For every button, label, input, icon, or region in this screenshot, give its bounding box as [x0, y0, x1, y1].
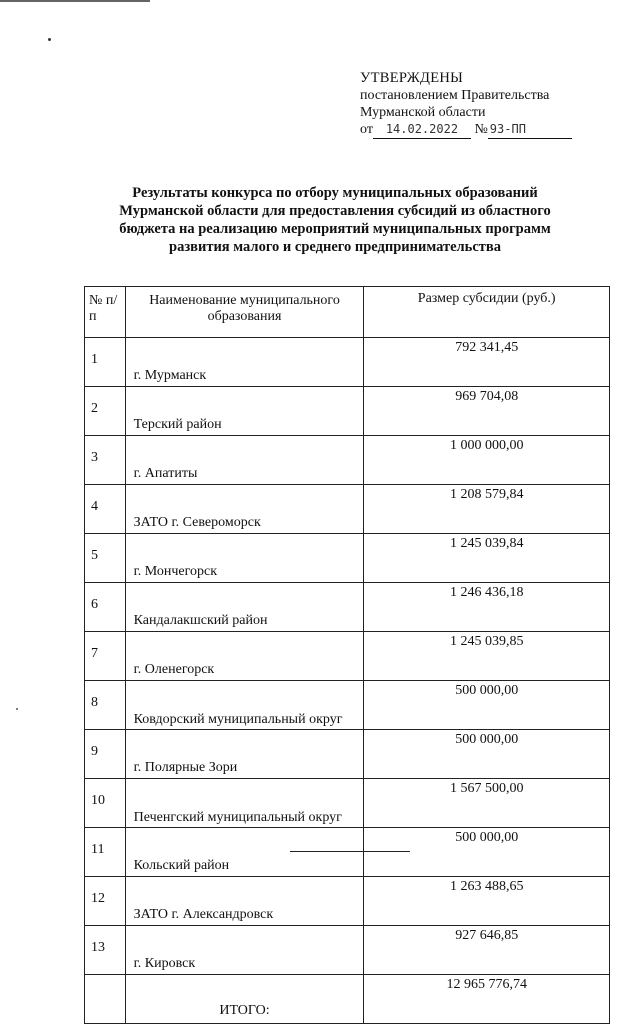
table-row: [85, 436, 610, 485]
row-num: 3: [85, 436, 126, 485]
table-header-row: [85, 287, 610, 338]
table-row: [85, 485, 610, 534]
row-num: 12: [85, 877, 126, 926]
header-name: Наименование муниципального образования: [125, 287, 364, 338]
header-num: № п/п: [85, 287, 126, 338]
row-value: 1 208 579,84: [364, 485, 610, 534]
row-value: 1 567 500,00: [364, 779, 610, 828]
total-num-cell: [85, 975, 126, 1024]
table-row: [85, 926, 610, 975]
row-num: 1: [85, 338, 126, 387]
heading-line: развития малого и среднего предпринимательства: [169, 239, 501, 255]
closing-rule: [290, 851, 410, 852]
table-row: [85, 387, 610, 436]
total-value: 12 965 776,74: [364, 975, 610, 1024]
header-value: Размер субсидии (руб.): [364, 287, 610, 338]
row-num: 7: [85, 632, 126, 681]
row-num: 2: [85, 387, 126, 436]
table-row: [85, 681, 610, 730]
approval-date: 14.02.2022: [373, 121, 471, 139]
heading-line: Мурманской области для предоставления субсидий из областного: [119, 203, 551, 219]
row-name: г. Кировск: [125, 926, 364, 975]
row-name: г. Мончегорск: [125, 534, 364, 583]
table-row: [85, 534, 610, 583]
total-label: ИТОГО:: [125, 975, 364, 1024]
row-value: 1 245 039,85: [364, 632, 610, 681]
table-row: [85, 632, 610, 681]
document-heading: [100, 184, 570, 256]
row-name: г. Полярные Зори: [125, 730, 364, 779]
approval-date-line: [360, 121, 572, 139]
heading-line: бюджета на реализацию мероприятий муниципальных программ: [119, 221, 551, 237]
table-row: [85, 730, 610, 779]
total-row: [85, 975, 610, 1024]
subsidy-table: [84, 286, 610, 1024]
row-num: 11: [85, 828, 126, 877]
row-value: 1 263 488,65: [364, 877, 610, 926]
heading-line: Результаты конкурса по отбору муниципальных образований: [132, 185, 538, 201]
row-num: 9: [85, 730, 126, 779]
row-num: 5: [85, 534, 126, 583]
row-num: 13: [85, 926, 126, 975]
row-value: 1 246 436,18: [364, 583, 610, 632]
row-num: 8: [85, 681, 126, 730]
table-row: [85, 828, 610, 877]
row-name: Ковдорский муниципальный округ: [125, 681, 364, 730]
row-value: 500 000,00: [364, 681, 610, 730]
scan-speck: [48, 38, 51, 41]
row-value: 500 000,00: [364, 828, 610, 877]
row-name: Кандалакшский район: [125, 583, 364, 632]
row-value: 792 341,45: [364, 338, 610, 387]
number-prefix: №: [474, 122, 488, 137]
row-num: 10: [85, 779, 126, 828]
row-name: г. Апатиты: [125, 436, 364, 485]
row-name: Печенгский муниципальный округ: [125, 779, 364, 828]
approval-title: УТВЕРЖДЕНЫ: [360, 70, 464, 86]
approval-line: Мурманской области: [360, 105, 486, 120]
row-name: ЗАТО г. Александровск: [125, 877, 364, 926]
row-name: г. Оленегорск: [125, 632, 364, 681]
row-value: 927 646,85: [364, 926, 610, 975]
row-name: Терский район: [125, 387, 364, 436]
approval-line: постановлением Правительства: [360, 88, 550, 103]
table-body: [85, 338, 610, 975]
date-prefix: от: [360, 122, 373, 137]
scan-speck: [16, 708, 18, 710]
row-name: г. Мурманск: [125, 338, 364, 387]
row-value: 1 000 000,00: [364, 436, 610, 485]
approval-number: 93-ПП: [488, 121, 572, 139]
row-num: 6: [85, 583, 126, 632]
row-name: ЗАТО г. Североморск: [125, 485, 364, 534]
table-row: [85, 779, 610, 828]
row-num: 4: [85, 485, 126, 534]
row-value: 500 000,00: [364, 730, 610, 779]
table-row: [85, 877, 610, 926]
scan-edge-line: [0, 0, 150, 4]
table-row: [85, 338, 610, 387]
row-value: 1 245 039,84: [364, 534, 610, 583]
approval-block: [360, 70, 572, 139]
table-row: [85, 583, 610, 632]
row-value: 969 704,08: [364, 387, 610, 436]
row-name: Кольский район: [125, 828, 364, 877]
